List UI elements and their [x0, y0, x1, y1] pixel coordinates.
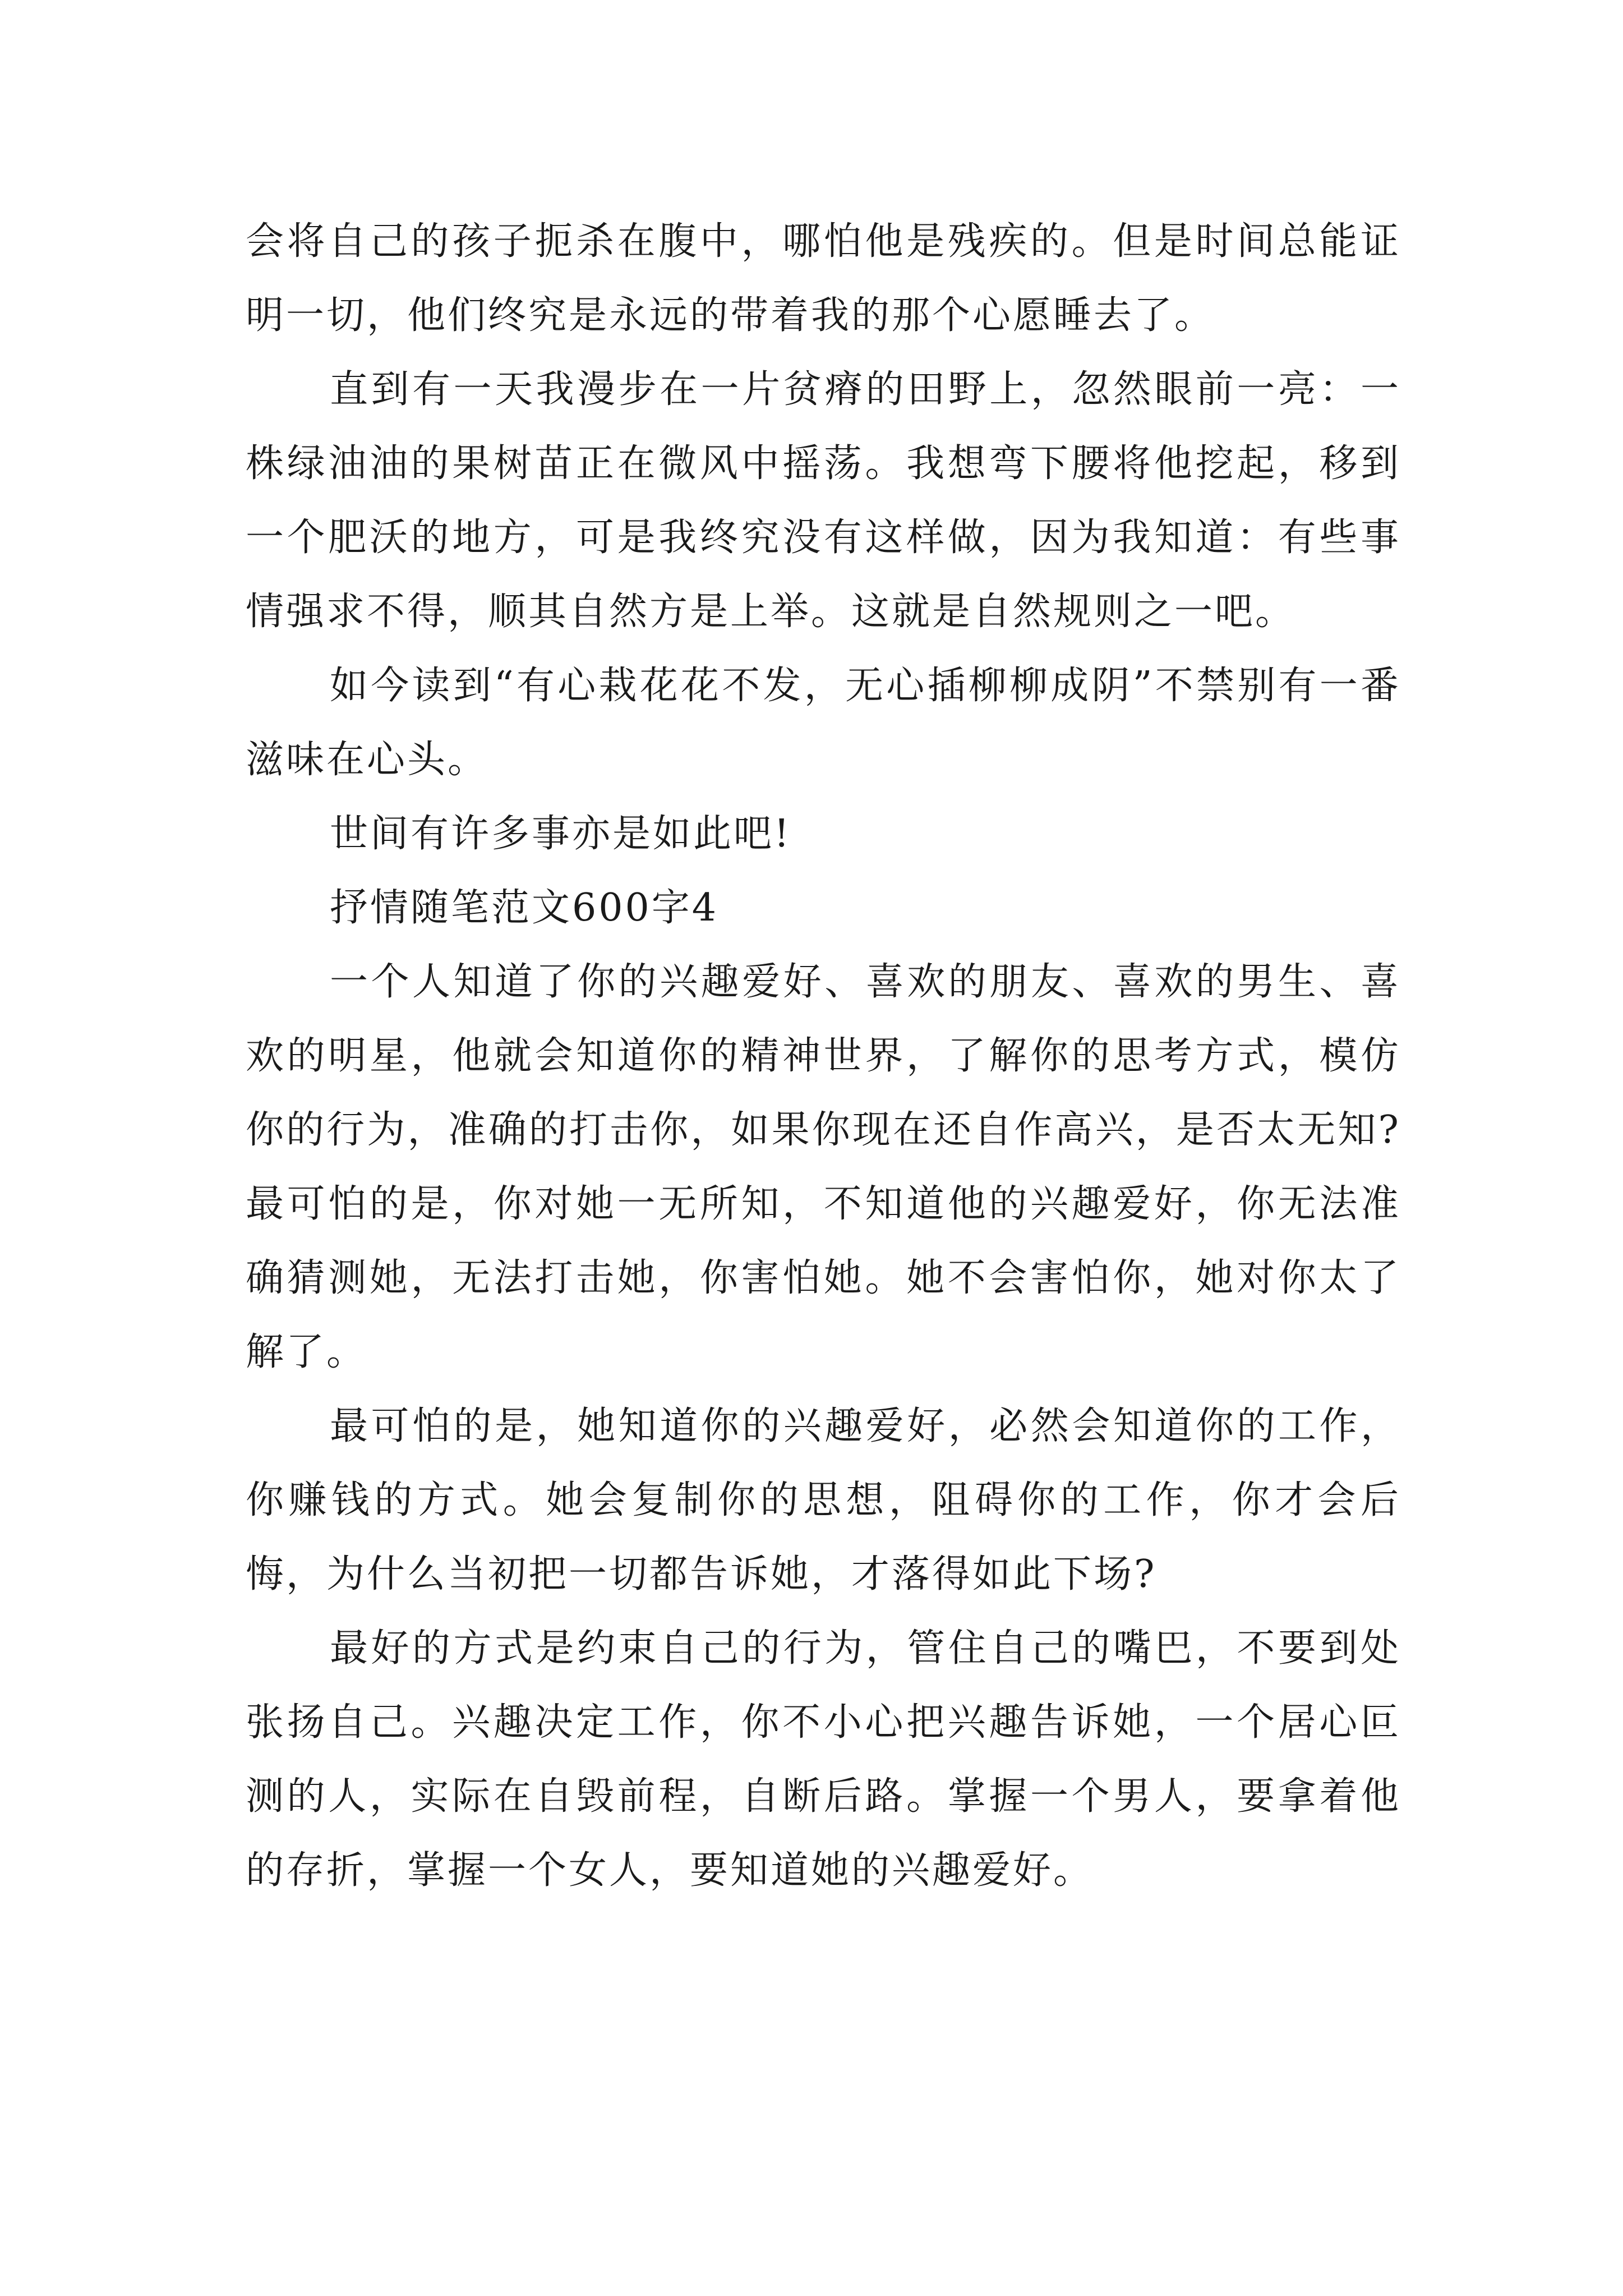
- section-paragraph-2: 最可怕的是，她知道你的兴趣爱好，必然会知道你的工作，你赚钱的方式。她会复制你的思想，阻碍你的工作，你才会后悔，为什么当初把一切都告诉她，才落得如此下场?: [246, 1404, 1401, 1596]
- document-body: [246, 205, 1401, 1908]
- section-paragraph-3: 最好的方式是约束自己的行为，管住自己的嘴巴，不要到处张扬自己。兴趣决定工作，你不小心把兴趣告诉她，一个居心叵测的人，实际在自毁前程，自断后路。掌握一个男人，要拿着他的存折，掌握一个女人，要知道她的兴趣爱好。: [246, 1626, 1401, 1893]
- section-paragraph-1: 一个人知道了你的兴趣爱好、喜欢的朋友、喜欢的男生、喜欢的明星，他就会知道你的精神世界，了解你的思考方式，模仿你的行为，准确的打击你，如果你现在还自作高兴，是否太无知?最可怕的是，你对她一无所知，不知道他的兴趣爱好，你无法准确猜测她，无法打击她，你害怕她。她不会害怕你，她对你太了解了。: [246, 960, 1401, 1374]
- section-title: 抒情随笔范文600字4: [330, 886, 719, 930]
- paragraph-4: 世间有许多事亦是如此吧!: [330, 812, 792, 856]
- paragraph-1: 会将自己的孩子扼杀在腹中，哪怕他是残疾的。但是时间总能证明一切，他们终究是永远的带着我的那个心愿睡去了。: [246, 219, 1401, 338]
- paragraph-2: 直到有一天我漫步在一片贫瘠的田野上，忽然眼前一亮：一株绿油油的果树苗正在微风中摇荡。我想弯下腰将他挖起，移到一个肥沃的地方，可是我终究没有这样做，因为我知道：有些事情强求不得，顺其自然方是上举。这就是自然规则之一吧。: [246, 367, 1401, 634]
- paragraph-3: 如今读到“有心栽花花不发，无心插柳柳成阴”不禁别有一番滋味在心头。: [246, 664, 1401, 782]
